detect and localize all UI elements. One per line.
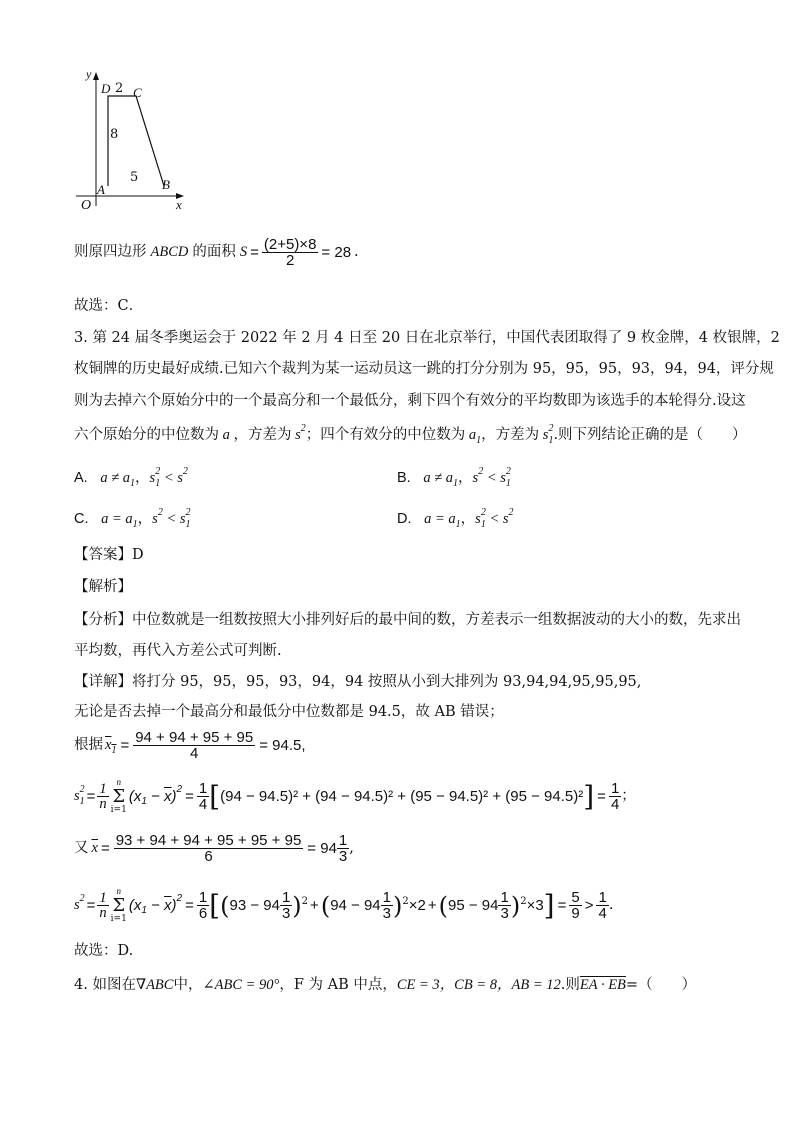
answer-q3: 故选：D. [74,943,134,959]
answer-tag: 【答案】D [74,547,144,563]
mean2-you: 又 [74,840,89,857]
q4-triangle: ∇ABC [135,977,174,993]
option-D-label: D. [397,511,412,527]
mean1-result: = 94.5, [259,737,306,754]
q4-cb: ，CB = 8 [439,977,498,993]
var1-result [609,781,621,812]
mean1-genju: 根据 [74,737,103,754]
var1-result-num: 1 [610,780,620,797]
q3-line4-d: ，方差为 [481,427,540,443]
label-O: O [81,198,92,213]
q3-line4-e: .则下列结论正确的是（ ） [553,427,747,443]
mean2-result: = 94 [307,840,337,857]
q3-line1: 3. 第 24 届冬季奥运会于 2022 年 2 月 4 日至 20 日在北京举行，中国代表团取得了 9 枚金牌，4 枚银牌，2 [74,330,780,346]
var2-line: $s^2$ = $\frac{1}{n}$ n Σ i=1 $(x_1 - \overline{x})^2$ = $\frac{1}{6}$ [ ( 93 − 94 $\frac{1}{3}$ ) 2 + ( 94 − 94 $\frac{1}{3}$ ) 2 ×2 + ( 95 − 94 $\frac{1}{3}$ ) 2 ×3 ] = $\frac{5}{9}$ > $\frac{1}{4}$ . [74,886,614,924]
option-C[interactable]: C. $a = a_1$，$s^2 < s_1^2$ [74,507,191,530]
area-result: = 28 [321,244,352,261]
option-B[interactable]: B. $a \ne a_1$，$s^2 < s_1^2$ [397,466,511,489]
label-len-DC: 2 [115,81,124,96]
mean2-line: 又 $\overline{x}$ = $\frac{93 + 94 + 94 + 95 + 95 + 95}{6}$ = 94 $\frac{1}{3}$ , [74,832,354,865]
q4-tail: .则 [560,977,580,993]
analysis-wulun: 无论是否去掉一个最高分和最低分中位数都是 94.5，故 AB 错误； [74,704,504,720]
var1-body: (94 − 94.5)² + (94 − 94.5)² + (95 − 94.5)² + (95 − 94.5)² [220,788,584,805]
area-frac-den: 2 [262,252,319,268]
analysis-tag: 【解析】 [74,579,132,595]
mean2-num: 93 + 94 + 94 + 95 + 95 + 95 [115,832,302,849]
q3-line4: 六个原始分的中位数为 a ，方差为 $s^2$；四个有效分的中位数为 $a_1$，方差为 $s_1^2$.则下列结论正确的是（ ） [74,423,747,446]
analysis-xiangjie: 【详解】将打分 95，95，95，93，94，94 按照从小到大排列为 93,94,94,95,95,95, [74,674,642,690]
q3-line4-b: ，方差为 [233,427,292,443]
q4-angle: ∠ABC = 90° [202,977,280,993]
analysis-fenxi: 【分析】中位数就是一组数按照大小排列好后的最中间的数，方差表示一组数据波动的大小的数，先求出 [74,612,741,628]
answer-q2: 故选：C． [74,298,144,314]
option-B-label: B. [397,470,411,486]
analysis-fenxi-2: 平均数，再代入方差公式可判断. [74,643,282,659]
q4-paren: =（ ） [625,977,697,993]
option-A[interactable]: A. $a \ne a_1$，$s_1^2 < s^2$ [74,466,188,489]
mean1-num: 94 + 94 + 95 + 95 [135,729,254,746]
q4-ab: ，AB = 12 [497,977,561,993]
option-A-label: A. [74,470,88,486]
q4-ce: CE = 3 [396,977,440,993]
option-D[interactable]: D. $a = a_1$，$s_1^2 < s^2$ [397,507,514,530]
label-x: x [176,197,182,212]
q4-zhong: 中， [173,977,203,993]
label-len-AD: 8 [110,127,119,142]
label-y: y [86,67,92,81]
q4-text: 4. 如图在 [74,977,136,993]
label-len-AB: 5 [130,170,139,185]
mean1-fraction [133,730,255,761]
mean2-fraction [114,833,304,864]
q3-line3: 则为去掉六个原始分中的一个最高分和一个最低分，剩下四个有效分的平均数即为该选手的本轮得分.设这 [74,393,746,409]
area-statement: 则原四边形 ABCD 的面积 S = $\frac{(2+5)\times 8}{2}$ = 28 . [74,236,359,269]
mean1-den: 4 [133,745,255,761]
area-mid: 的面积 [192,244,236,261]
label-A: A [97,182,105,197]
var2-result [569,890,581,921]
label-C: C [133,85,142,100]
y-axis-arrow [93,72,99,80]
var2-result-den: 9 [571,905,580,922]
area-fraction [262,237,319,268]
label-D: D [101,81,111,96]
var1-result-den: 4 [610,796,620,813]
q3-line4-a: 六个原始分的中位数为 [74,427,219,443]
area-S: S [239,244,248,261]
var2-result-num: 5 [571,889,580,906]
q3-line2: 枚铜牌的历史最好成绩.已知六个裁判为某一运动员这一跳的打分分别为 95，95，95，93，94，94，评分规 [74,361,774,377]
q4-dot-product: EA · EB [579,977,626,993]
mean1-line: 根据 $x_1$ = $\frac{94 + 94 + 95 + 95}{4}$ = 94.5, [74,729,306,762]
area-frac-num: (2+5)×8 [263,236,317,253]
option-C-label: C. [74,511,89,527]
q4-line [74,978,696,993]
mean2-den: 6 [114,848,304,864]
area-end: . [354,244,359,261]
var1-line: $s_1^2$ = $\frac{1}{n}$ n Σ i=1 $(x_1 - \overline{x})^2$ = $\frac{1}{4}$ [ (94 − 94.5)² + (94 − 94.5)² + (95 − 94.5)² + (95 − 94.5)² ] = $\frac{1}{4}$ ； [74,777,636,815]
q3-line4-c: ；四个有效分的中位数为 [305,427,466,443]
area-prefix: 则原四边形 [74,244,147,261]
area-quad-name: ABCD [150,244,189,261]
label-B: B [162,177,170,192]
q4-f: ，F 为 AB 中点， [279,977,397,993]
